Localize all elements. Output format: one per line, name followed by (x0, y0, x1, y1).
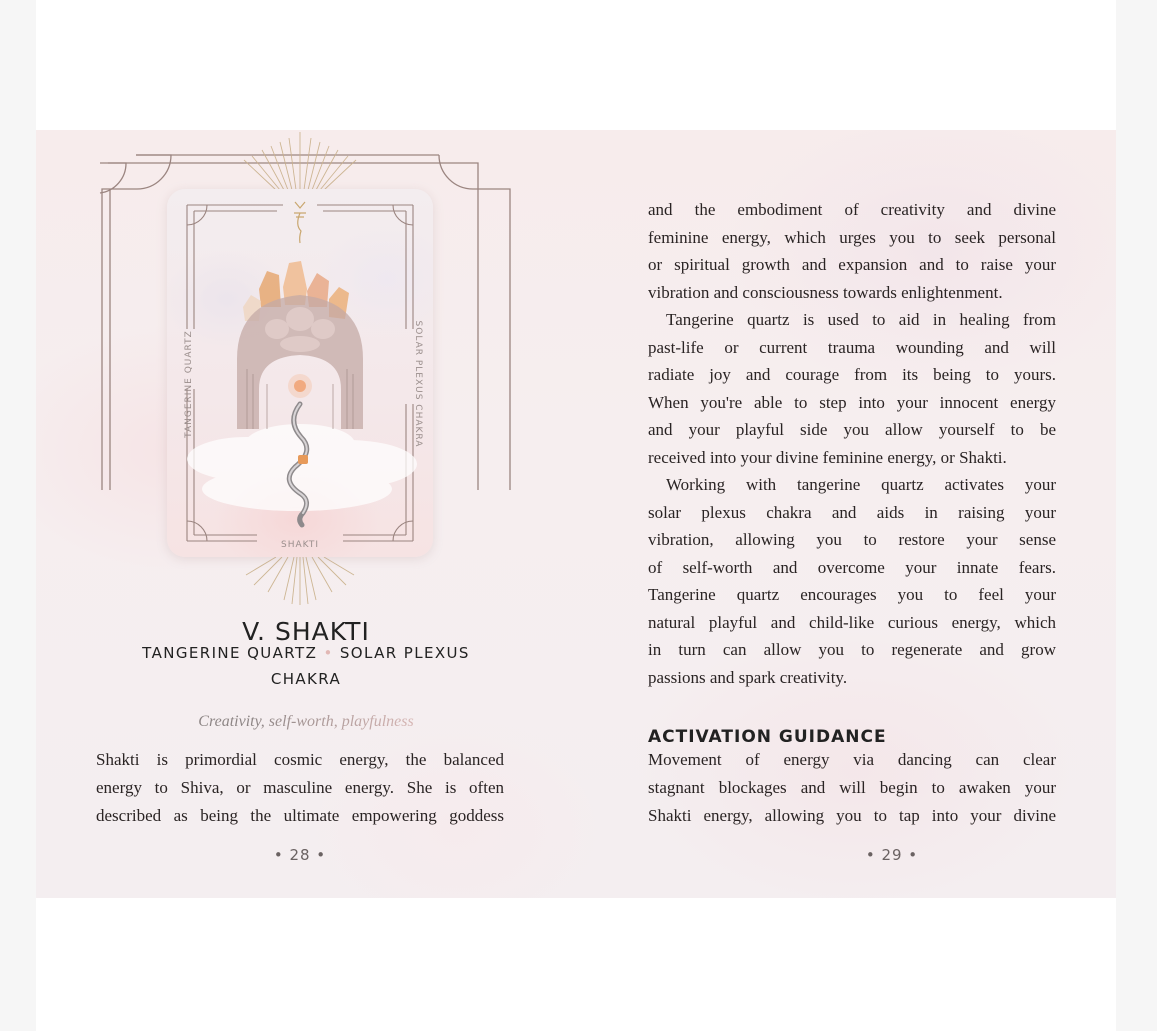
subtitle-crystal: TANGERINE QUARTZ (142, 644, 318, 662)
body-line: received into your divine feminine energy, or Shakti. (648, 447, 1007, 467)
body-line: and the embodiment of creativity and divine (648, 200, 1056, 219)
subtitle-chakra: SOLAR PLEXUS (339, 644, 470, 662)
card-illustration-icon (167, 189, 433, 557)
card-title: V. SHAKTI (242, 616, 370, 646)
body-text-left (96, 746, 504, 830)
body-line: Tangerine quartz encourages you to feel your (648, 585, 1056, 604)
card-keywords: Creativity, self-worth, playfulness (36, 713, 576, 731)
body-line: in turn can allow you to regenerate and grow (648, 640, 1056, 659)
page-left (36, 130, 576, 898)
outer-margin-right (1116, 0, 1157, 1031)
body-line: feminine energy, which urges you to seek personal (648, 227, 1056, 247)
body-line: vibration, allowing you to restore your sense (648, 530, 1056, 549)
body-line: Movement of energy via dancing can clear (648, 750, 1056, 769)
page-number-right: • 29 • (865, 846, 919, 864)
body-line: energy to Shiva, or masculine energy. She is often (96, 778, 504, 797)
oracle-card (167, 189, 433, 557)
body-line: Shakti is primordial cosmic energy, the balanced (96, 750, 504, 769)
section-heading-activation-guidance: ACTIVATION GUIDANCE (648, 727, 887, 748)
card-name-label: SHAKTI (281, 540, 319, 550)
subtitle-chakra-line2: CHAKRA (270, 670, 342, 688)
activation-guidance-text (648, 746, 1056, 830)
body-text-right (648, 196, 1056, 691)
body-line: passions and spark creativity. (648, 667, 848, 687)
body-line: past-life or current trauma wounding and will (648, 337, 1056, 357)
outer-margin-left (0, 0, 36, 1031)
body-line: solar plexus chakra and aids in raising your (648, 502, 1056, 522)
card-subtitle (96, 640, 516, 692)
card-side-label-right: SOLAR PLEXUS CHAKRA (413, 320, 423, 448)
body-line: or spiritual growth and expansion and to raise your (648, 255, 1056, 274)
body-line: Shakti energy, allowing you to tap into your divine (648, 806, 1056, 825)
body-line: and your playful side you allow yourself to be (648, 420, 1056, 439)
body-line: vibration and consciousness towards enlightenment. (648, 282, 1003, 302)
card-side-label-left: TANGERINE QUARTZ (184, 330, 194, 438)
body-line: of self-worth and overcome your innate fears. (648, 557, 1056, 577)
body-line: described as being the ultimate empowering goddess (96, 806, 504, 825)
body-line: Working with tangerine quartz activates your (666, 475, 1056, 494)
book-spread (36, 130, 1116, 898)
body-line: natural playful and child-like curious energy, which (648, 612, 1056, 632)
page-number-left: • 28 • (273, 846, 327, 864)
body-line: radiate joy and courage from its being to yours. (648, 365, 1056, 384)
body-line: When you're able to step into your innocent energy (648, 392, 1056, 412)
body-line: Tangerine quartz is used to aid in healing from (666, 310, 1056, 329)
body-line: stagnant blockages and will begin to awaken your (648, 778, 1056, 797)
separator-dot-icon: • (323, 644, 334, 662)
page-right (576, 130, 1116, 898)
